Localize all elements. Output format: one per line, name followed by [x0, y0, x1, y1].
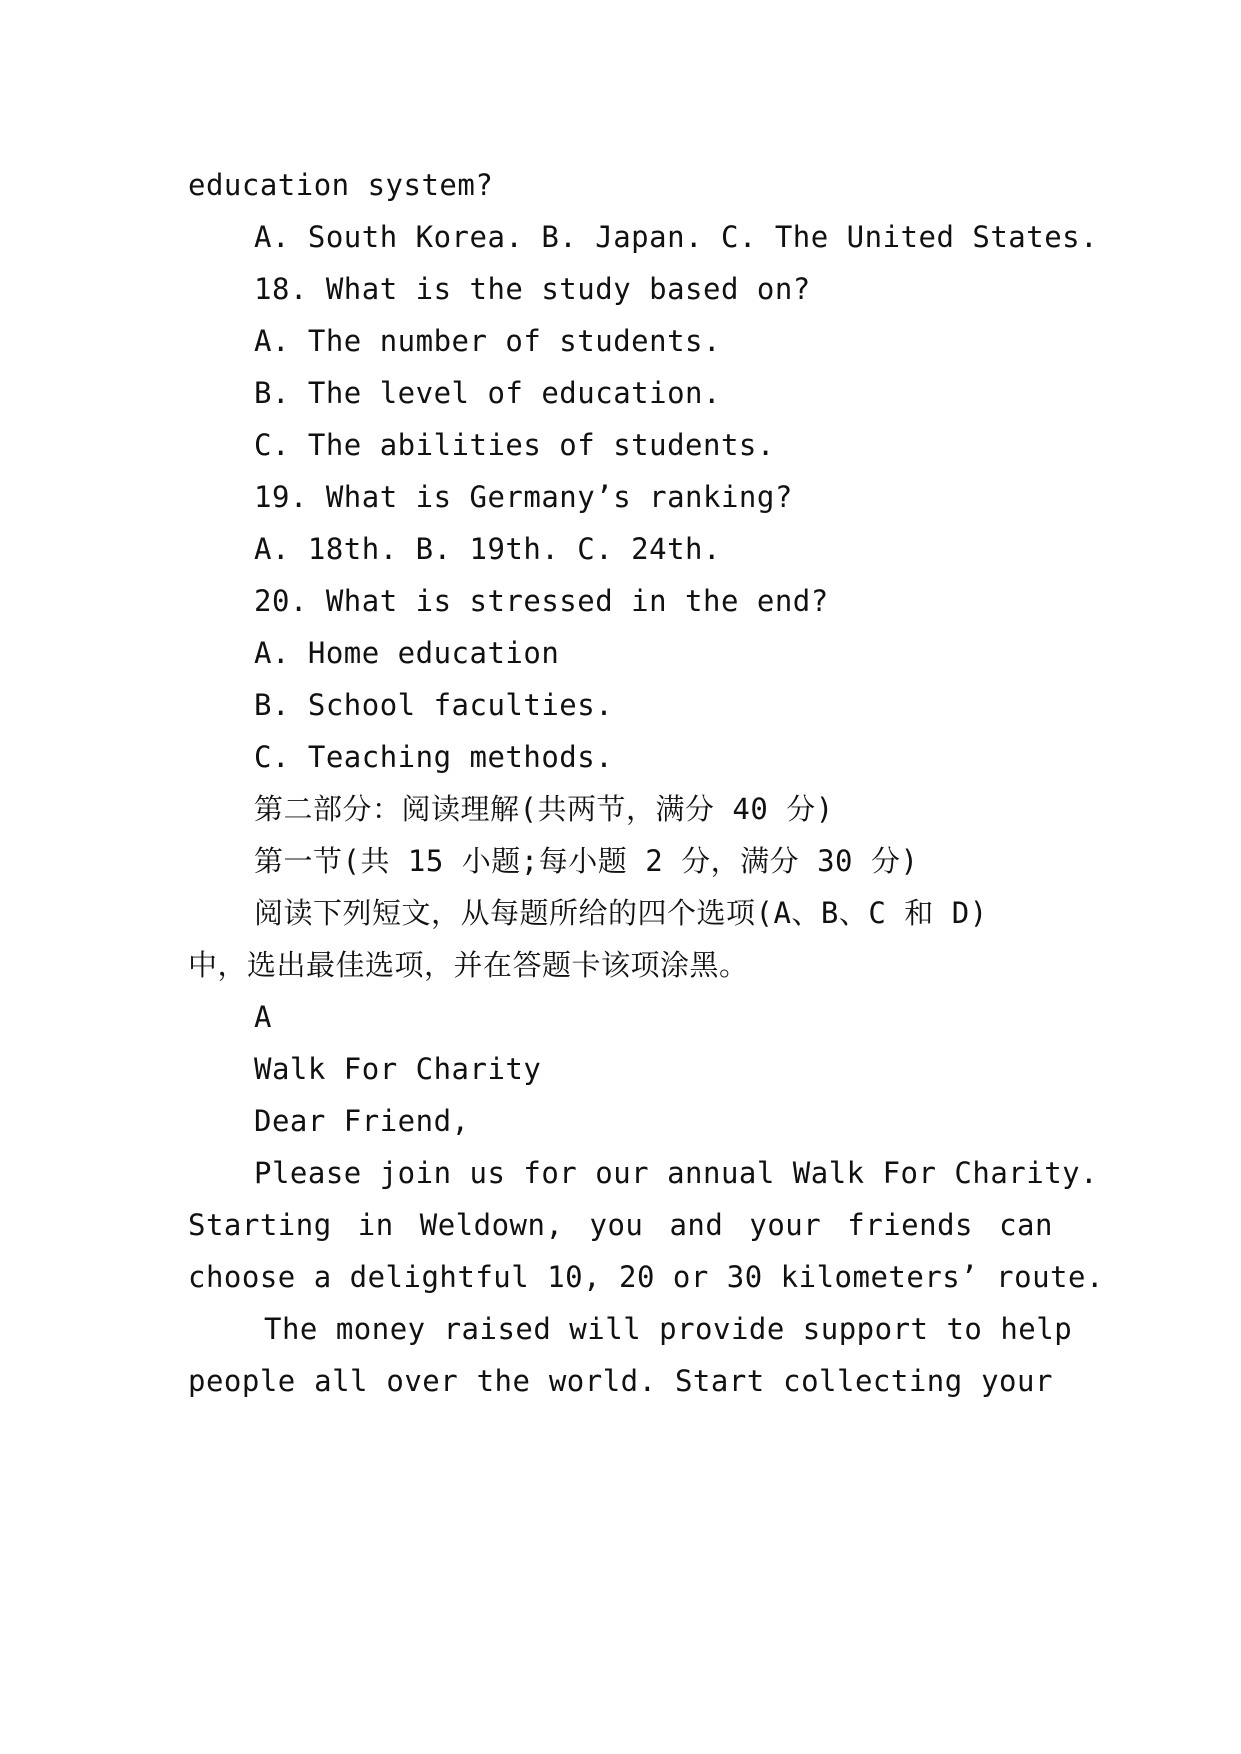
question-18-option-b: B. The level of education. [254, 376, 721, 410]
passage-title: Walk For Charity [254, 1052, 542, 1086]
question-20-option-c: C. Teaching methods. [254, 740, 614, 774]
word: Starting [188, 1208, 332, 1242]
section-heading: 第二部分：阅读理解(共两节，满分 40 分) [254, 792, 834, 826]
word: your [981, 1364, 1053, 1398]
passage-text: choose a delightful 10, 20 or 30 kilometers’ route. [188, 1260, 1104, 1294]
question-18-option-a: A. The number of students. [254, 324, 721, 358]
passage-text: The money raised will provide support to help [264, 1312, 1073, 1346]
question-20: 20. What is stressed in the end? [254, 584, 829, 618]
passage-text [188, 1205, 1053, 1245]
letter-salutation: Dear Friend, [254, 1104, 470, 1138]
word: can [999, 1208, 1053, 1242]
passage-text: Please join us for our annual Walk For Charity. [254, 1156, 1099, 1190]
word: you [589, 1208, 644, 1242]
text-line: education system? [188, 168, 494, 202]
word: the [476, 1364, 531, 1398]
question-20-option-b: B. School faculties. [254, 688, 614, 722]
instruction-text: 中，选出最佳选项，并在答题卡该项涂黑。 [188, 948, 749, 982]
word: collecting [783, 1364, 963, 1398]
question-19-options: A. 18th. B. 19th. C. 24th. [254, 532, 721, 566]
word: in [357, 1208, 394, 1242]
word: your [749, 1208, 822, 1242]
question-19: 19. What is Germany’s ranking? [254, 480, 793, 514]
instruction-text: 阅读下列短文，从每题所给的四个选项(A、B、C 和 D) [254, 896, 988, 930]
question-20-option-a: A. Home education [254, 636, 560, 670]
question-17-options: A. South Korea. B. Japan. C. The United States. [254, 220, 1099, 254]
passage-label: A [254, 1000, 272, 1034]
passage-text [188, 1361, 1053, 1401]
word: Start [674, 1364, 765, 1398]
word: world. [548, 1364, 657, 1398]
word: and [669, 1208, 724, 1242]
word: people [188, 1364, 296, 1398]
word: Weldown, [419, 1208, 564, 1242]
question-18-option-c: C. The abilities of students. [254, 428, 775, 462]
word: friends [847, 1208, 974, 1242]
word: over [386, 1364, 459, 1398]
question-18: 18. What is the study based on? [254, 272, 811, 306]
subsection-heading: 第一节(共 15 小题;每小题 2 分，满分 30 分) [254, 844, 919, 878]
word: all [314, 1364, 369, 1398]
